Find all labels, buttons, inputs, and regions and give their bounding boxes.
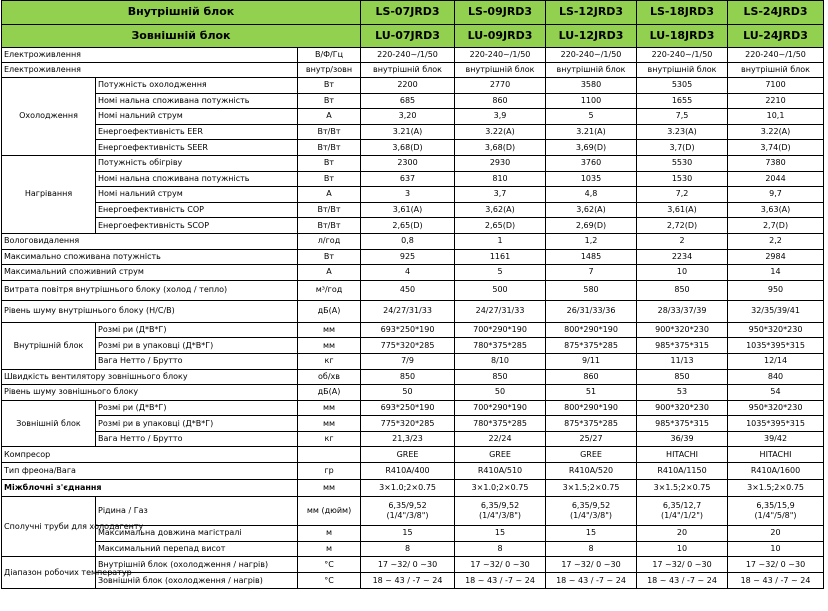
value-cell: 810 <box>455 171 546 187</box>
value-cell: 10 <box>637 265 728 281</box>
value-cell: 850 <box>637 369 728 385</box>
unit-cell: А <box>298 187 361 203</box>
value-cell: 3×1.0;2×0.75 <box>455 480 546 497</box>
table-row <box>2 140 824 156</box>
value-cell: 18 ~ 43 / -7 ~ 24 <box>361 573 455 589</box>
value-cell: 17 ~32/ 0 ~30 <box>637 557 728 573</box>
value-cell: 1100 <box>546 93 637 109</box>
model-name: LU-09JRD3 <box>455 24 546 48</box>
table-row <box>2 353 824 369</box>
param-label: Внутрішній блок (охолодження / нагрів) <box>96 557 298 573</box>
unit-cell: внутр/зовн <box>298 63 361 78</box>
value-cell: GREE <box>455 447 546 463</box>
table-row <box>2 233 824 249</box>
param-label: Номі нальний струм <box>96 187 298 203</box>
param-label: Рідина / Газ <box>96 497 298 526</box>
table-row <box>2 338 824 354</box>
value-cell: 7100 <box>728 78 824 94</box>
unit-cell: °C <box>298 573 361 589</box>
value-cell: 18 ~ 43 / -7 ~ 24 <box>728 573 824 589</box>
row-label: Рівень шуму внутрішнього блоку (Н/С/В) <box>2 300 298 322</box>
row-label: Компресор <box>2 447 298 463</box>
value-cell: 500 <box>455 280 546 300</box>
value-cell: 20 <box>637 526 728 542</box>
value-cell: 18 ~ 43 / -7 ~ 24 <box>546 573 637 589</box>
model-name: LS-18JRD3 <box>637 1 728 25</box>
value-cell: 53 <box>637 385 728 401</box>
param-label: Номі нальний струм <box>96 109 298 125</box>
param-label: Розмі ри в упаковці (Д*В*Г) <box>96 338 298 354</box>
value-cell: 220-240~/1/50 <box>728 48 824 63</box>
value-cell: 580 <box>546 280 637 300</box>
row-label: Максимально споживана потужність <box>2 249 298 265</box>
value-cell: 850 <box>455 369 546 385</box>
value-cell: 25/27 <box>546 431 637 447</box>
value-cell: 850 <box>637 280 728 300</box>
model-name: LS-24JRD3 <box>728 1 824 25</box>
table-row <box>2 322 824 338</box>
table-row <box>2 369 824 385</box>
row-label: Електроживлення <box>2 48 298 63</box>
value-cell: 700*290*190 <box>455 322 546 338</box>
value-cell: 7,2 <box>637 187 728 203</box>
value-cell: 875*375*285 <box>546 338 637 354</box>
table-row <box>2 385 824 401</box>
unit-cell: м <box>298 526 361 542</box>
value-cell: 1161 <box>455 249 546 265</box>
table-row <box>2 124 824 140</box>
value-cell: 3×1.5;2×0.75 <box>728 480 824 497</box>
value-cell: 5305 <box>637 78 728 94</box>
row-label: Міжблочні з'єднання <box>2 480 298 497</box>
table-row <box>2 1 824 25</box>
value-cell: HITACHI <box>728 447 824 463</box>
value-cell: 2234 <box>637 249 728 265</box>
unit-cell: мм <box>298 338 361 354</box>
value-cell <box>546 497 637 526</box>
spec-table <box>1 0 824 589</box>
unit-cell: °C <box>298 557 361 573</box>
value-cell: 24/27/31/33 <box>361 300 455 322</box>
value-cell: 2770 <box>455 78 546 94</box>
unit-cell: Вт/Вт <box>298 140 361 156</box>
value-cell: внутрішній блок <box>637 63 728 78</box>
unit-cell: мм <box>298 416 361 432</box>
param-label: Максимальний перепад висот <box>96 541 298 557</box>
value-cell: 1 <box>455 233 546 249</box>
table-row <box>2 249 824 265</box>
value-cell: 11/13 <box>637 353 728 369</box>
value-cell: 50 <box>455 385 546 401</box>
value-cell: 17 ~32/ 0 ~30 <box>546 557 637 573</box>
value-cell: 775*320*285 <box>361 338 455 354</box>
table-row <box>2 431 824 447</box>
value-cell: 3,20 <box>361 109 455 125</box>
value-cell: 3,61(A) <box>637 202 728 218</box>
model-name: LU-12JRD3 <box>546 24 637 48</box>
unit-cell: кг <box>298 353 361 369</box>
value-cell: внутрішній блок <box>728 63 824 78</box>
value-cell: 220-240~/1/50 <box>361 48 455 63</box>
value-cell: 780*375*285 <box>455 338 546 354</box>
param-label: Номі нальна споживана потужність <box>96 171 298 187</box>
table-row <box>2 109 824 125</box>
param-label: Вага Нетто / Брутто <box>96 431 298 447</box>
unit-cell: Вт <box>298 171 361 187</box>
value-cell <box>637 497 728 526</box>
table-row <box>2 24 824 48</box>
value-cell: 900*320*230 <box>637 322 728 338</box>
value-cell: 5 <box>546 109 637 125</box>
param-label: Енергоефективність SCOP <box>96 218 298 234</box>
value-cell: 3 <box>361 187 455 203</box>
value-cell: 3.22(A) <box>728 124 824 140</box>
value-cell: R410A/520 <box>546 463 637 480</box>
value-cell: 7/9 <box>361 353 455 369</box>
value-cell: 1485 <box>546 249 637 265</box>
value-cell: 15 <box>455 526 546 542</box>
value-cell: 2,7(D) <box>728 218 824 234</box>
group-label: Сполучні труби для холодагенту <box>2 497 96 557</box>
value-cell <box>361 497 455 526</box>
value-cell: 985*375*315 <box>637 416 728 432</box>
unit-cell: Вт/Вт <box>298 124 361 140</box>
pipe-diameter-inch: (1/4"/3/8") <box>569 511 613 521</box>
value-cell: 5 <box>455 265 546 281</box>
unit-cell: А <box>298 109 361 125</box>
value-cell: 925 <box>361 249 455 265</box>
param-label: Розмі ри (Д*В*Г) <box>96 400 298 416</box>
unit-cell: дБ(А) <box>298 385 361 401</box>
value-cell <box>728 497 824 526</box>
param-label: Номі нальна споживана потужність <box>96 93 298 109</box>
value-cell: внутрішній блок <box>546 63 637 78</box>
param-label: Енергоефективність SEER <box>96 140 298 156</box>
param-label: Розмі ри в упаковці (Д*В*Г) <box>96 416 298 432</box>
value-cell: GREE <box>546 447 637 463</box>
row-label: Електроживлення <box>2 63 298 78</box>
value-cell: внутрішній блок <box>361 63 455 78</box>
row-label: Вологовидалення <box>2 233 298 249</box>
value-cell: 1035*395*315 <box>728 416 824 432</box>
value-cell: 850 <box>361 369 455 385</box>
unit-cell: гр <box>298 463 361 480</box>
row-label: Тип фреона/Вага <box>2 463 298 480</box>
value-cell: 840 <box>728 369 824 385</box>
param-label: Енергоефективність COP <box>96 202 298 218</box>
group-label: Внутрішній блок <box>2 322 96 369</box>
model-name: LS-12JRD3 <box>546 1 637 25</box>
value-cell: 54 <box>728 385 824 401</box>
value-cell: 220-240~/1/50 <box>455 48 546 63</box>
value-cell: 15 <box>361 526 455 542</box>
value-cell: 9/11 <box>546 353 637 369</box>
unit-cell: м <box>298 541 361 557</box>
value-cell: 900*320*230 <box>637 400 728 416</box>
value-cell: 3,61(A) <box>361 202 455 218</box>
value-cell: 3,9 <box>455 109 546 125</box>
value-cell: 32/35/39/41 <box>728 300 824 322</box>
value-cell: 950*320*230 <box>728 400 824 416</box>
value-cell: 985*375*315 <box>637 338 728 354</box>
param-label: Вага Нетто / Брутто <box>96 353 298 369</box>
value-cell: 2044 <box>728 171 824 187</box>
value-cell: 220-240~/1/50 <box>546 48 637 63</box>
value-cell: 685 <box>361 93 455 109</box>
value-cell: 950*320*230 <box>728 322 824 338</box>
value-cell: 3.21(A) <box>361 124 455 140</box>
value-cell: 1035*395*315 <box>728 338 824 354</box>
value-cell: 3×1.5;2×0.75 <box>546 480 637 497</box>
value-cell: GREE <box>361 447 455 463</box>
value-cell: 220-240~/1/50 <box>637 48 728 63</box>
pipe-diameter-mm: 6,35/12,7 <box>662 501 702 511</box>
table-row <box>2 480 824 497</box>
value-cell: 2200 <box>361 78 455 94</box>
row-label: Швидкість вентилятору зовнішнього блоку <box>2 369 298 385</box>
unit-cell: В/Ф/Гц <box>298 48 361 63</box>
value-cell: 693*250*190 <box>361 322 455 338</box>
value-cell: 700*290*190 <box>455 400 546 416</box>
value-cell: 450 <box>361 280 455 300</box>
table-row <box>2 447 824 463</box>
value-cell: 3580 <box>546 78 637 94</box>
value-cell: 22/24 <box>455 431 546 447</box>
unit-cell: Вт <box>298 78 361 94</box>
value-cell: 3,63(A) <box>728 202 824 218</box>
value-cell: 17 ~32/ 0 ~30 <box>728 557 824 573</box>
unit-cell: Вт/Вт <box>298 202 361 218</box>
model-name: LU-18JRD3 <box>637 24 728 48</box>
table-row <box>2 93 824 109</box>
table-row <box>2 78 824 94</box>
value-cell: 637 <box>361 171 455 187</box>
value-cell: 7380 <box>728 155 824 171</box>
value-cell: 780*375*285 <box>455 416 546 432</box>
value-cell: 17 ~32/ 0 ~30 <box>455 557 546 573</box>
pipe-diameter-mm: 6,35/9,52 <box>388 501 427 511</box>
group-label: Діапазон робочих температур <box>2 557 96 589</box>
value-cell: 10,1 <box>728 109 824 125</box>
value-cell: 14 <box>728 265 824 281</box>
value-cell: 800*290*190 <box>546 322 637 338</box>
value-cell: 2300 <box>361 155 455 171</box>
model-name: LS-09JRD3 <box>455 1 546 25</box>
row-label: Максимальний споживний струм <box>2 265 298 281</box>
unit-cell: мм (дюйм) <box>298 497 361 526</box>
value-cell: 8/10 <box>455 353 546 369</box>
table-row <box>2 300 824 322</box>
value-cell: 3.21(A) <box>546 124 637 140</box>
unit-cell: мм <box>298 322 361 338</box>
value-cell: 950 <box>728 280 824 300</box>
value-cell: 10 <box>637 541 728 557</box>
value-cell: внутрішній блок <box>455 63 546 78</box>
value-cell: 12/14 <box>728 353 824 369</box>
param-label: Потужність обігріву <box>96 155 298 171</box>
value-cell: 7,5 <box>637 109 728 125</box>
unit-cell: Вт/Вт <box>298 218 361 234</box>
pipe-diameter-mm: 6,35/9,52 <box>571 501 611 511</box>
value-cell: 9,7 <box>728 187 824 203</box>
indoor-unit-title: Внутрішній блок <box>2 1 361 25</box>
table-row <box>2 280 824 300</box>
value-cell: 50 <box>361 385 455 401</box>
value-cell: 875*375*285 <box>546 416 637 432</box>
unit-cell: Вт <box>298 249 361 265</box>
pipe-diameter-inch: (1/4"/3/8") <box>386 511 429 521</box>
value-cell: 693*250*190 <box>361 400 455 416</box>
group-label: Нагрівання <box>2 155 96 233</box>
unit-cell: дБ(А) <box>298 300 361 322</box>
pipe-diameter-inch: (1/4"/3/8") <box>478 511 522 521</box>
param-label: Потужність охолодження <box>96 78 298 94</box>
value-cell: 2 <box>637 233 728 249</box>
table-row <box>2 541 824 557</box>
value-cell: 3,68(D) <box>361 140 455 156</box>
table-row <box>2 171 824 187</box>
table-row <box>2 63 824 78</box>
unit-cell: мм <box>298 480 361 497</box>
table-row <box>2 48 824 63</box>
unit-cell: мм <box>298 400 361 416</box>
table-row <box>2 155 824 171</box>
value-cell: 24/27/31/33 <box>455 300 546 322</box>
value-cell: 4 <box>361 265 455 281</box>
unit-cell: м³/год <box>298 280 361 300</box>
value-cell: 10 <box>728 541 824 557</box>
row-label: Витрата повітря внутрішнього блоку (холод / тепло) <box>2 280 298 300</box>
value-cell: 3.22(A) <box>455 124 546 140</box>
value-cell: 17 ~32/ 0 ~30 <box>361 557 455 573</box>
value-cell: 39/42 <box>728 431 824 447</box>
row-label: Рівень шуму зовнішнього блоку <box>2 385 298 401</box>
table-row <box>2 400 824 416</box>
pipe-diameter-mm: 6,35/9,52 <box>480 501 520 511</box>
model-name: LU-07JRD3 <box>361 24 455 48</box>
table-row <box>2 218 824 234</box>
unit-cell: Вт <box>298 93 361 109</box>
unit-cell: кг <box>298 431 361 447</box>
value-cell: 2,2 <box>728 233 824 249</box>
value-cell: 775*320*285 <box>361 416 455 432</box>
value-cell: 3,74(D) <box>728 140 824 156</box>
table-row <box>2 526 824 542</box>
value-cell: 800*290*190 <box>546 400 637 416</box>
value-cell: 26/31/33/36 <box>546 300 637 322</box>
table-row <box>2 557 824 573</box>
unit-cell: об/хв <box>298 369 361 385</box>
value-cell: 3.23(A) <box>637 124 728 140</box>
value-cell: 3,69(D) <box>546 140 637 156</box>
unit-cell <box>298 447 361 463</box>
value-cell: 28/33/37/39 <box>637 300 728 322</box>
value-cell: 36/39 <box>637 431 728 447</box>
value-cell: 8 <box>455 541 546 557</box>
value-cell: 2984 <box>728 249 824 265</box>
value-cell: 8 <box>361 541 455 557</box>
value-cell: 18 ~ 43 / -7 ~ 24 <box>637 573 728 589</box>
pipe-diameter-inch: (1/4"/5/8") <box>754 511 797 521</box>
value-cell: 2210 <box>728 93 824 109</box>
value-cell: 860 <box>546 369 637 385</box>
value-cell: 2,65(D) <box>455 218 546 234</box>
value-cell: 2,72(D) <box>637 218 728 234</box>
value-cell: 21,3/23 <box>361 431 455 447</box>
table-row <box>2 187 824 203</box>
value-cell: 20 <box>728 526 824 542</box>
param-label: Розмі ри (Д*В*Г) <box>96 322 298 338</box>
value-cell: 3760 <box>546 155 637 171</box>
value-cell: 1,2 <box>546 233 637 249</box>
value-cell: R410A/1600 <box>728 463 824 480</box>
value-cell: 3,62(A) <box>455 202 546 218</box>
model-name: LU-24JRD3 <box>728 24 824 48</box>
value-cell: 2930 <box>455 155 546 171</box>
value-cell: 8 <box>546 541 637 557</box>
group-label: Охолодження <box>2 78 96 156</box>
value-cell: 2,65(D) <box>361 218 455 234</box>
value-cell: 1530 <box>637 171 728 187</box>
table-row <box>2 416 824 432</box>
unit-cell: Вт <box>298 155 361 171</box>
group-label: Зовнішній блок <box>2 400 96 447</box>
value-cell: 18 ~ 43 / -7 ~ 24 <box>455 573 546 589</box>
param-label: Максимальна довжина магістралі <box>96 526 298 542</box>
value-cell <box>455 497 546 526</box>
value-cell: 1035 <box>546 171 637 187</box>
outdoor-unit-title: Зовнішній блок <box>2 24 361 48</box>
table-row <box>2 463 824 480</box>
table-row <box>2 265 824 281</box>
value-cell: 3,68(D) <box>455 140 546 156</box>
value-cell: 0,8 <box>361 233 455 249</box>
value-cell: 860 <box>455 93 546 109</box>
value-cell: R410A/400 <box>361 463 455 480</box>
value-cell: R410A/1150 <box>637 463 728 480</box>
value-cell: 3,7(D) <box>637 140 728 156</box>
table-row <box>2 573 824 589</box>
table-row <box>2 202 824 218</box>
value-cell: R410A/510 <box>455 463 546 480</box>
value-cell: 2,69(D) <box>546 218 637 234</box>
table-row <box>2 497 824 526</box>
value-cell: 1655 <box>637 93 728 109</box>
value-cell: 3×1.0;2×0.75 <box>361 480 455 497</box>
model-name: LS-07JRD3 <box>361 1 455 25</box>
value-cell: 15 <box>546 526 637 542</box>
value-cell: 5530 <box>637 155 728 171</box>
value-cell: 51 <box>546 385 637 401</box>
value-cell: 3,62(A) <box>546 202 637 218</box>
value-cell: 3,7 <box>455 187 546 203</box>
pipe-diameter-inch: (1/4"/1/2") <box>660 511 704 521</box>
unit-cell: А <box>298 265 361 281</box>
value-cell: 7 <box>546 265 637 281</box>
value-cell: HITACHI <box>637 447 728 463</box>
unit-cell: л/год <box>298 233 361 249</box>
param-label: Енергоефективність EER <box>96 124 298 140</box>
value-cell: 3×1.5;2×0.75 <box>637 480 728 497</box>
value-cell: 4,8 <box>546 187 637 203</box>
param-label: Зовнішній блок (охолодження / нагрів) <box>96 573 298 589</box>
pipe-diameter-mm: 6,35/15,9 <box>756 501 795 511</box>
